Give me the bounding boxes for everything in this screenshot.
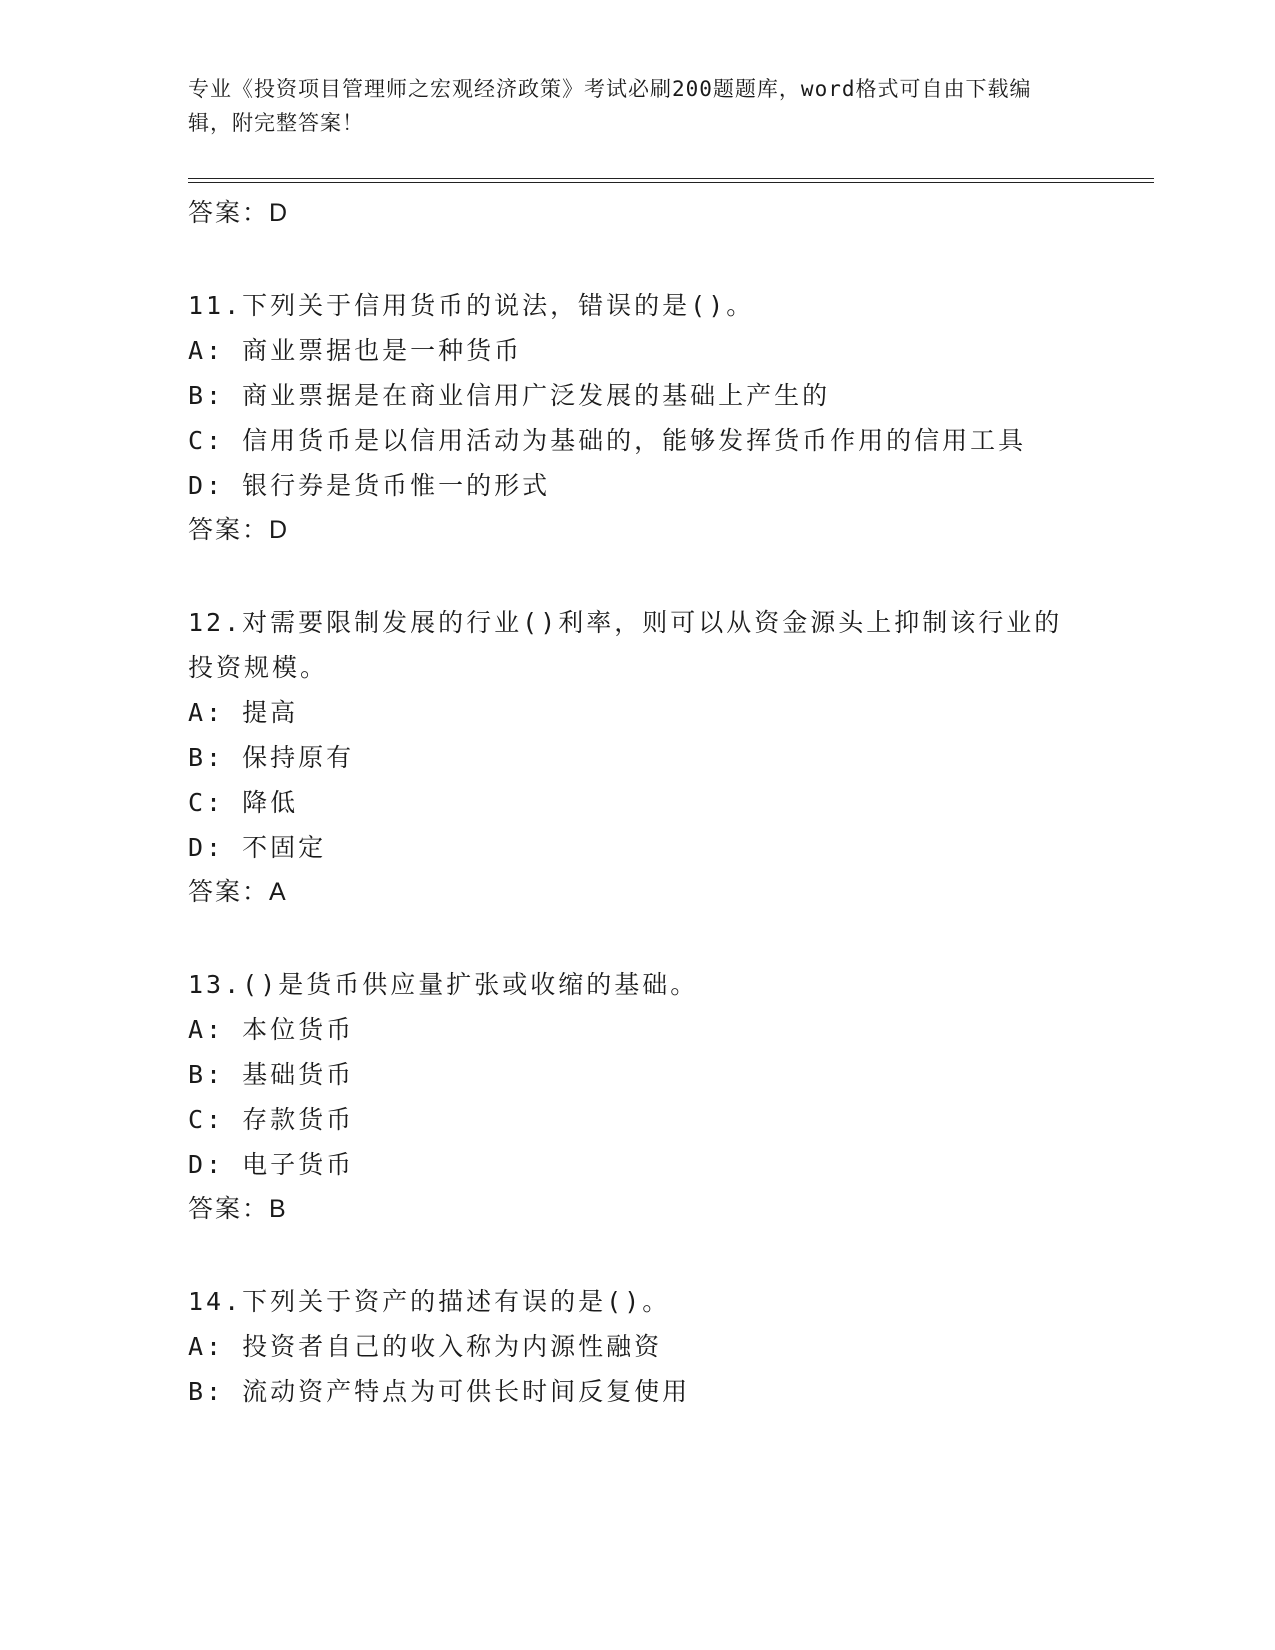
option-c: C: 降低: [188, 788, 299, 817]
answer: 答案：B: [188, 1195, 288, 1223]
option-d: D: 银行券是货币惟一的形式: [188, 471, 551, 500]
option-a: A: 商业票据也是一种货币: [188, 336, 523, 365]
question-14: [188, 1279, 1088, 1414]
option-c: C: 信用货币是以信用活动为基础的，能够发挥货币作用的信用工具: [188, 426, 1027, 455]
option-d: D: 电子货币: [188, 1150, 355, 1179]
question-stem: 12.对需要限制发展的行业()利率，则可以从资金源头上抑制该行业的投资规模。: [188, 608, 1063, 682]
option-b: B: 流动资产特点为可供长时间反复使用: [188, 1377, 691, 1406]
option-b: B: 保持原有: [188, 743, 355, 772]
option-b: B: 商业票据是在商业信用广泛发展的基础上产生的: [188, 381, 831, 410]
option-c: C: 存款货币: [188, 1105, 355, 1134]
option-a: A: 投资者自己的收入称为内源性融资: [188, 1332, 663, 1361]
header-divider: [188, 178, 1154, 183]
question-stem: 13.()是货币供应量扩张或收缩的基础。: [188, 970, 699, 999]
answer: 答案：D: [188, 516, 290, 544]
option-a: A: 本位货币: [188, 1015, 355, 1044]
answer: 答案：A: [188, 878, 288, 906]
option-a: A: 提高: [188, 698, 299, 727]
question-13: [188, 962, 1088, 1232]
previous-answer: 答案：D: [188, 199, 290, 227]
document-body: [188, 191, 1088, 1414]
page-header: 专业《投资项目管理师之宏观经济政策》考试必刷200题题库，word格式可自由下载编辑，附完整答案！: [188, 77, 1032, 135]
option-b: B: 基础货币: [188, 1060, 355, 1089]
question-stem: 14.下列关于资产的描述有误的是()。: [188, 1287, 671, 1316]
option-d: D: 不固定: [188, 833, 327, 862]
question-stem: 11.下列关于信用货币的说法，错误的是()。: [188, 291, 755, 320]
question-11: [188, 283, 1088, 553]
question-12: [188, 600, 1088, 915]
